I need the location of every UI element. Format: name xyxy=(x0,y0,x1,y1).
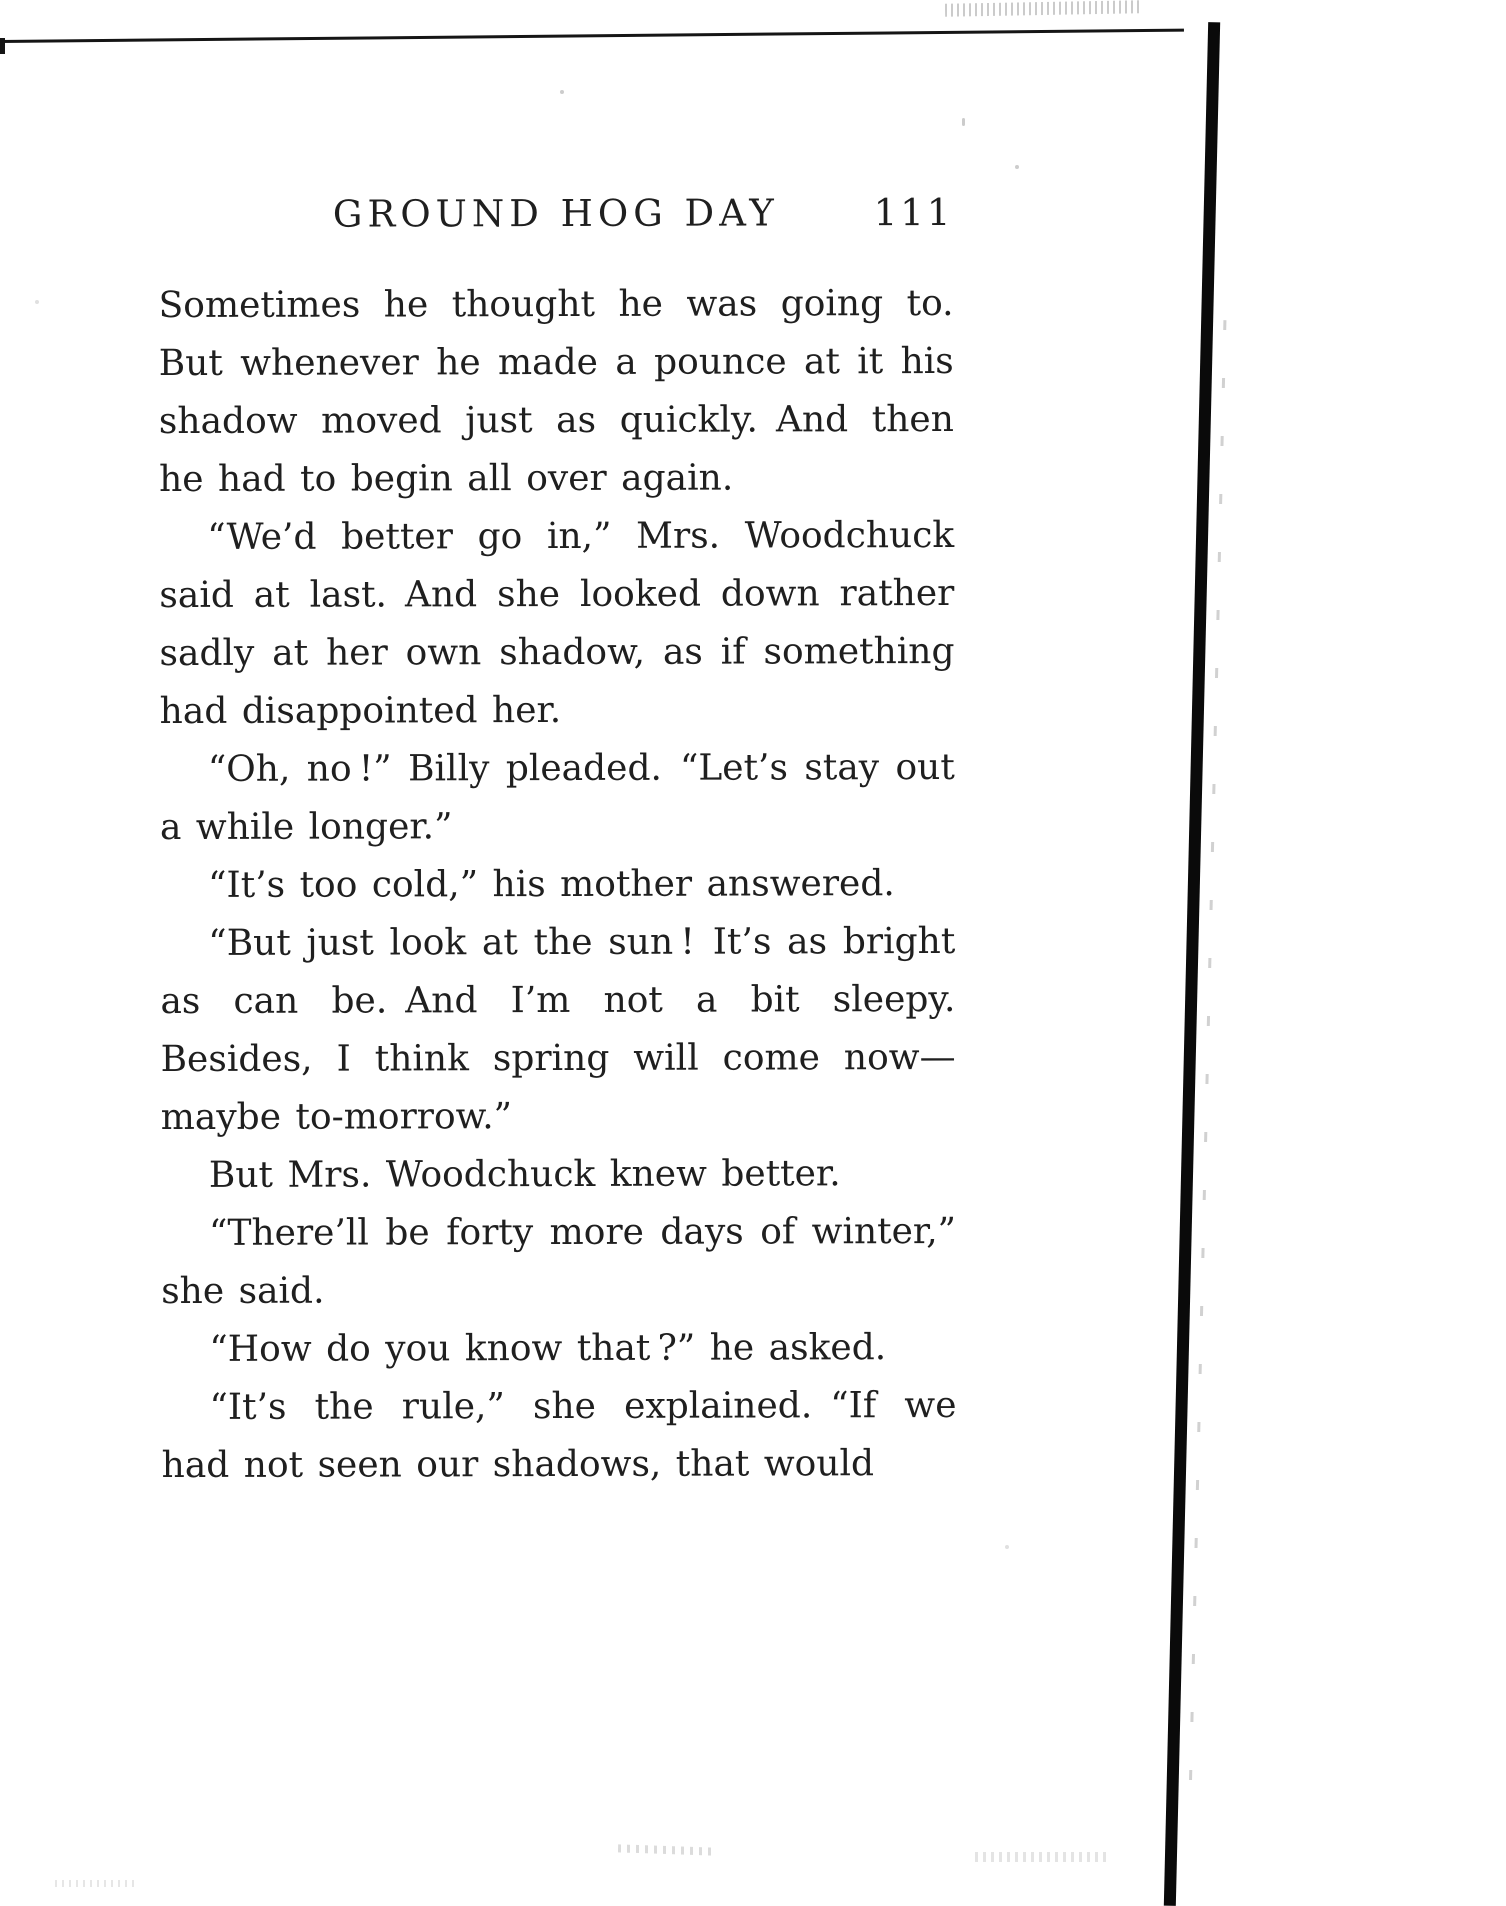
page-text-block xyxy=(158,191,956,1495)
scan-noise-dot xyxy=(35,300,39,304)
running-title: GROUND HOG DAY xyxy=(332,191,779,236)
scan-speckles-bottom xyxy=(618,1844,713,1855)
scan-speckles-top-right xyxy=(945,0,1140,16)
paragraph: But Mrs. Woodchuck knew better. xyxy=(208,1153,841,1196)
scan-noise-dot xyxy=(1015,165,1019,169)
paragraph: “We’d better go in,” Mrs. Woodchuck said at last. And she looked down rather sadly at her own shadow, as if something had disappointed her. xyxy=(159,514,955,733)
paragraph: “It’s the rule,” she explained. “If we had not seen our shadows, that would xyxy=(161,1384,957,1487)
page-number: 111 xyxy=(873,190,954,235)
scan-speckles-bottom xyxy=(975,1852,1110,1862)
paragraph: “Oh, no !” Billy pleaded. “Let’s stay out a while longer.” xyxy=(159,746,955,849)
scan-top-left-mark xyxy=(0,38,5,54)
paragraph: Sometimes he thought he was going to. But whenever he made a pounce at it his shadow moved just as quickly. And then he had to begin all over again. xyxy=(158,282,954,501)
scan-noise-dot xyxy=(1005,1545,1009,1549)
paragraph: “There’ll be forty more days of winter,” she said. xyxy=(161,1210,957,1313)
page-header xyxy=(158,191,953,251)
scan-top-edge-line xyxy=(0,29,1184,43)
scan-noise-dot xyxy=(962,118,965,126)
paragraph: “It’s too cold,” his mother answered. xyxy=(208,863,895,906)
paragraph: “How do you know that ?” he asked. xyxy=(209,1327,887,1370)
paragraph: “But just look at the sun ! It’s as bright as can be. And I’m not a bit sleepy. Besides, I think spring will come now—maybe to-morrow.” xyxy=(160,920,956,1139)
scan-speckles-bottom xyxy=(55,1880,135,1887)
scan-noise-dot xyxy=(560,90,564,94)
